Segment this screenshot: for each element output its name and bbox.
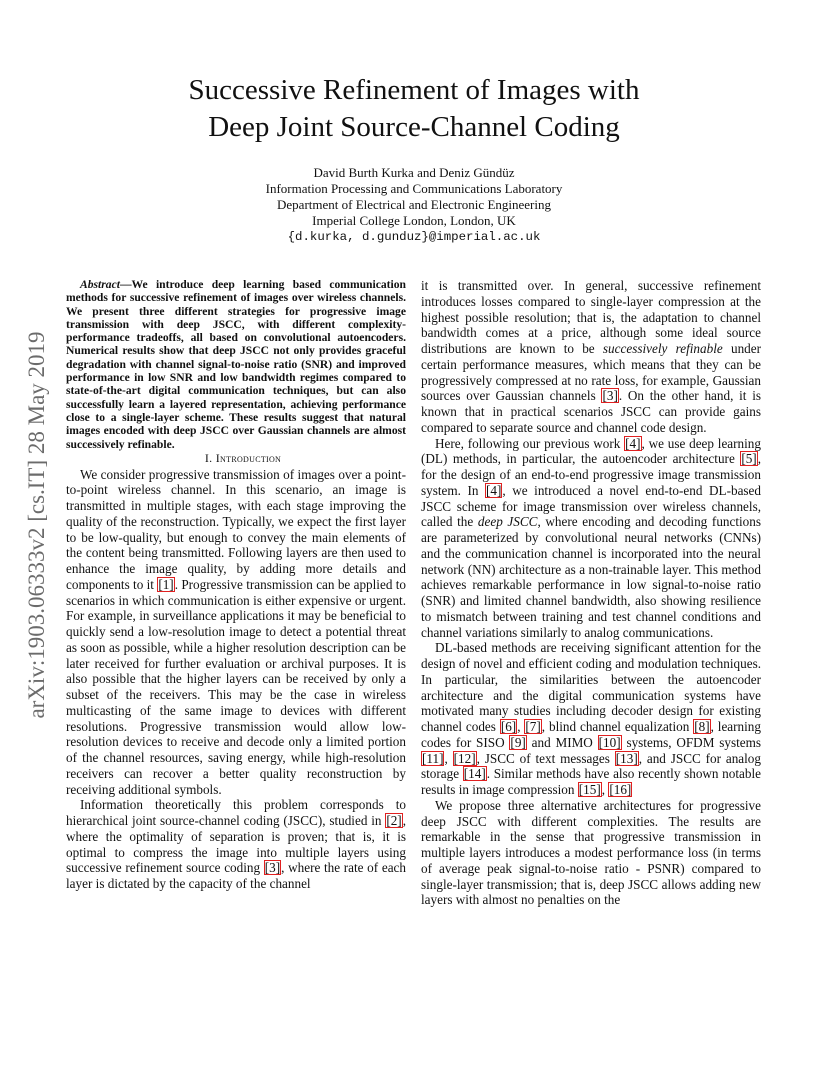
section-title: Introduction (215, 450, 282, 465)
author-department: Department of Electrical and Electronic Engineering (277, 197, 551, 212)
text-run: Information theoretically this problem corresponds to hierarchical joint source-channel coding (JSCC), studied in (66, 797, 406, 829)
section-heading-introduction (66, 451, 406, 467)
citation-link[interactable]: [6] (500, 719, 517, 734)
citation-link[interactable]: [4] (625, 435, 641, 451)
text-run: , where the rate of each layer is dictated by the capacity of the channel (66, 860, 406, 892)
citation-link[interactable]: [16] (609, 782, 632, 797)
arxiv-identifier: arXiv:1903.06333v2 [cs.IT] 28 May 2019 (24, 331, 49, 719)
intro-paragraph-1 (66, 467, 406, 798)
text-run: , we introduced a novel end-to-end DL-based JSCC scheme for image transmission over wireless channels, called the (421, 482, 762, 530)
text-run: , blind channel equalization (541, 719, 694, 734)
citation-link[interactable]: [9] (510, 734, 526, 750)
citation-link[interactable]: [8] (694, 719, 710, 734)
text-run: , (517, 719, 525, 734)
text-run: . On the other hand, it is known that in practical scenarios JSCC can provide gains compared to separate source and channel code design. (421, 388, 761, 435)
intro-paragraph-2 (66, 797, 406, 892)
text-run: , learning codes for SISO (421, 719, 761, 750)
text-run: , (444, 750, 453, 766)
paper-title (90, 72, 738, 146)
section-number: I. (204, 450, 213, 465)
text-run: Here, following our previous work (435, 435, 625, 451)
citation-link[interactable]: [13] (615, 750, 638, 766)
intro-paragraph-5: We propose three alternative architectures for progressive deep JSCC with different complexities. The results are remarkable in the sense that progressive transmission in multiple layers introduces a modest performance loss (in terms of average peak signal-to-noise ratio - PSNR) compared to single-layer transmission; that is, deep JSCC allows adding new layers with almost no penalties on the (421, 797, 761, 908)
text-run: , where encoding and decoding functions are parameterized by convolutional neural networks (CNNs) and the communication channel is incorporated into the neural network (NN) architecture as a non-trainable layer. This method achieves remarkable performance in low signal-to-noise ratio (SNR) and limited channel bandwidth, also showing resilience to mismatch between training and test channel conditions and channel variations similarly to analog communications. (421, 514, 762, 640)
citation-link[interactable]: [3] (602, 388, 618, 404)
emphasis: deep JSCC (477, 514, 538, 530)
text-run: We consider progressive transmission of images over a point-to-point wireless channel. In this scenario, an image is transmitted in multiple stages, with each stage improving the quality of the reconstruction. Typically, we expect the first layer to be low-quality, but enough to convey the main elements of the content being transmitted. Following layers are then used to enhance the image quality, by adding more details and components to it (66, 466, 406, 592)
author-institution: Imperial College London, London, UK (312, 213, 516, 228)
right-column (421, 278, 761, 908)
emphasis: successively refinable (602, 341, 723, 356)
text-run: and MIMO (526, 734, 598, 750)
text-run: DL-based methods are receiving significant attention for the design of novel and efficient coding and modulation techniques. In particular, the similarities between the autoencoder architecture and the digital communication systems have motivated many studies including decoder design for existing channel codes (421, 640, 761, 734)
text-run: , and JSCC for analog storage (421, 750, 761, 782)
author-names: David Burth Kurka and Deniz Gündüz (313, 165, 515, 180)
text-run: it is transmitted over. In general, successive refinement introduces losses compared to single-layer compression at the highest possible resolution; that is, the adaptation to channel bandwidth comes at a price, although some ideal source distributions are known to be (421, 278, 761, 356)
citation-link[interactable]: [11] (422, 750, 444, 766)
text-run: , (601, 782, 609, 797)
intro-paragraph-3 (421, 436, 761, 641)
author-lab: Information Processing and Communications Laboratory (265, 181, 563, 196)
citation-link[interactable]: [4] (486, 482, 502, 498)
text-run: . Similar methods have also recently shown notable results in image compression (421, 766, 761, 797)
title-line-1: Successive Refinement of Images with (188, 74, 640, 106)
citation-link[interactable]: [2] (386, 813, 402, 829)
citation-link[interactable]: [15] (578, 782, 601, 797)
text-run: under certain performance measures, which means that they can be progressively compressed at no rate loss, for example, Gaussian sources over Gaussian channels (421, 341, 761, 404)
abstract (66, 278, 406, 451)
abstract-text: —We introduce deep learning based communication methods for successive refinement of images over wireless channels. We present three different strategies for progressive image transmission with deep JSCC, with different complexity-performance tradeoffs, all based on convolutional autoencoders. Numerical results show that deep JSCC not only provides graceful degradation with channel signal-to-noise ratio (SNR) and improved performance in low SNR and low bandwidth regimes compared to state-of-the-art digital communication techniques, but can also successfully learn a layered representation, achieving performance close to a single-layer scheme. These results suggest that natural images encoded with deep JSCC over Gaussian channels are almost successively refinable. (66, 278, 406, 451)
author-block (90, 165, 738, 245)
intro-paragraph-4 (421, 640, 761, 798)
arxiv-side-label (17, 290, 57, 760)
citation-link[interactable]: [12] (453, 750, 476, 766)
text-run: , where the optimality of separation is proven; that is, it is optimal to compress the image into multiple layers using successive refinement source coding (66, 813, 406, 876)
author-email: {d.kurka, d.gunduz}@imperial.ac.uk (287, 230, 541, 244)
citation-link[interactable]: [1] (158, 576, 174, 592)
abstract-label: Abstract (80, 278, 120, 291)
text-run: systems, OFDM systems (621, 734, 761, 750)
text-run: , for the design of an end-to-end progressive image transmission system. In (421, 451, 761, 498)
left-column (66, 278, 406, 892)
title-line-2: Deep Joint Source-Channel Coding (208, 111, 620, 143)
intro-paragraph-2-continued (421, 278, 761, 436)
citation-link[interactable]: [14] (463, 766, 486, 782)
citation-link[interactable]: [3] (264, 860, 281, 876)
text-run: . Progressive transmission can be applied to scenarios in which communication is either expensive or urgent. For example, in surveillance applications it may be beneficial to quickly send a low-resolution image to detect a potential threat as soon as possible, while a higher resolution description can be later received for further evaluation or archival purposes. It is also possible that the higher layers can be received by only a subset of the receivers. This may be the case in wireless multicasting of the same image to devices with different resolutions. Progressive transmission would allow low-resolution devices to receive and decode only a limited portion of the channel resources, saving energy, while high-resolution receivers can recover a better quality reconstruction by receiving additional symbols. (66, 576, 406, 797)
citation-link[interactable]: [10] (598, 734, 621, 750)
citation-link[interactable]: [5] (741, 451, 757, 467)
text-run: , we use deep learning (DL) methods, in particular, the autoencoder architecture (421, 435, 761, 467)
citation-link[interactable]: [7] (525, 719, 541, 734)
text-run: , JSCC of text messages (476, 750, 615, 766)
